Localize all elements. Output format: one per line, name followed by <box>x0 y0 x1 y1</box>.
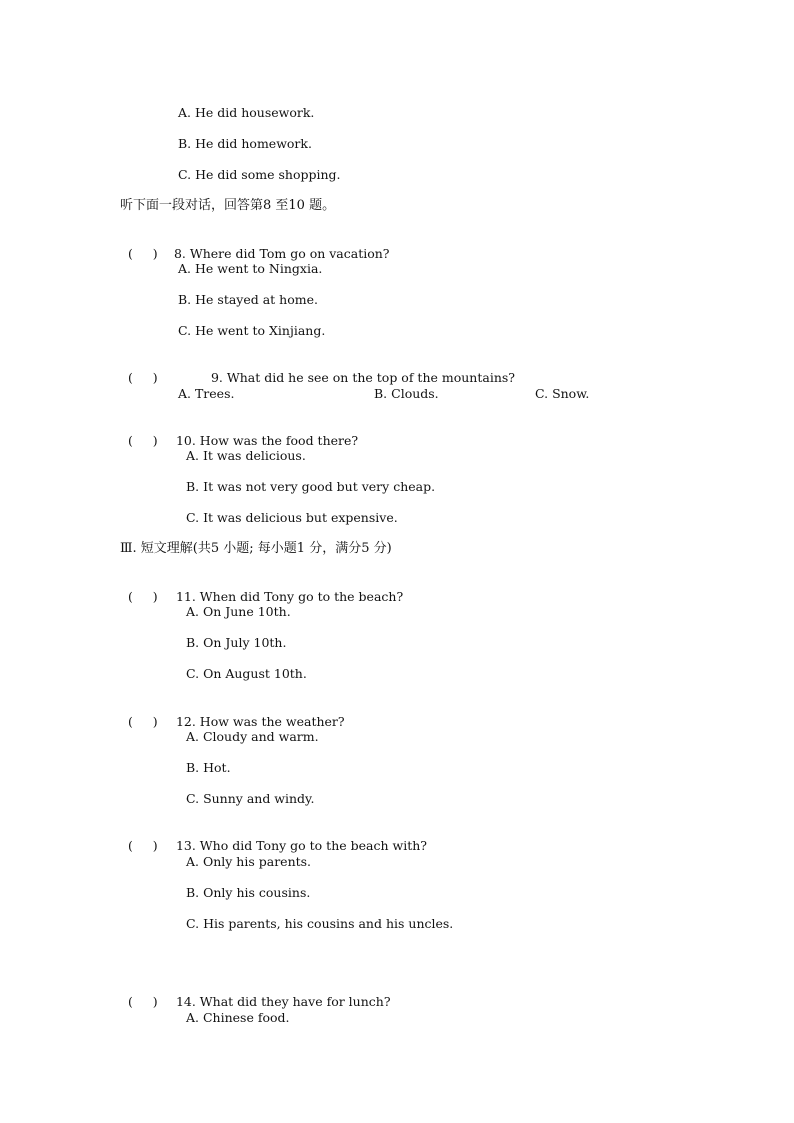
question-text: 11. When did Tony go to the beach? <box>175 589 404 604</box>
option-b: B. It was not very good but very cheap. <box>186 479 436 494</box>
question-8 <box>120 230 390 262</box>
option-b: B. Hot. <box>186 760 231 775</box>
option-b: B. Only his cousins. <box>186 885 311 900</box>
option-a: A. On June 10th. <box>186 604 291 619</box>
answer-bracket: ( ) <box>127 433 158 448</box>
option-a: A. It was delicious. <box>186 448 306 463</box>
option-b: B. Clouds. <box>374 386 439 401</box>
option-c: C. Snow. <box>535 386 590 401</box>
question-13 <box>120 822 427 854</box>
answer-bracket: ( ) <box>127 370 158 385</box>
option-c: C. He went to Xinjiang. <box>178 323 326 338</box>
question-text: 10. How was the food there? <box>175 433 359 448</box>
option-a: A. Chinese food. <box>186 1010 290 1025</box>
option-c: C. His parents, his cousins and his uncles. <box>186 916 454 931</box>
answer-bracket: ( ) <box>127 994 158 1009</box>
section-heading: Ⅲ. 短文理解(共5 小题; 每小题1 分，满分5 分) <box>120 541 392 556</box>
option-c: C. Sunny and windy. <box>186 791 315 806</box>
answer-bracket: ( ) <box>127 589 158 604</box>
question-text: 12. How was the weather? <box>175 714 345 729</box>
question-11 <box>120 573 403 605</box>
question-14 <box>120 978 391 1010</box>
question-12 <box>120 698 345 730</box>
option-a: A. Only his parents. <box>186 854 312 869</box>
question-text: 8. Where did Tom go on vacation? <box>173 246 390 261</box>
option-c: C. He did some shopping. <box>178 167 341 182</box>
question-text: 13. Who did Tony go to the beach with? <box>175 838 427 853</box>
answer-bracket: ( ) <box>127 714 158 729</box>
option-b: B. On July 10th. <box>186 635 287 650</box>
option-b: B. He did homework. <box>178 136 312 151</box>
option-a: A. Trees. <box>178 386 235 401</box>
option-a: A. He did housework. <box>178 105 315 120</box>
option-a: A. He went to Ningxia. <box>178 261 323 276</box>
question-10 <box>120 417 358 449</box>
option-c: C. On August 10th. <box>186 666 307 681</box>
option-b: B. He stayed at home. <box>178 292 318 307</box>
answer-bracket: ( ) <box>127 838 158 853</box>
option-a: A. Cloudy and warm. <box>186 729 319 744</box>
question-text: 9. What did he see on the top of the mountains? <box>210 370 515 385</box>
listening-instruction: 听下面一段对话，回答第8 至10 题。 <box>120 198 336 213</box>
option-c: C. It was delicious but expensive. <box>186 510 398 525</box>
answer-bracket: ( ) <box>127 246 158 261</box>
question-9 <box>120 354 515 386</box>
question-text: 14. What did they have for lunch? <box>175 994 391 1009</box>
